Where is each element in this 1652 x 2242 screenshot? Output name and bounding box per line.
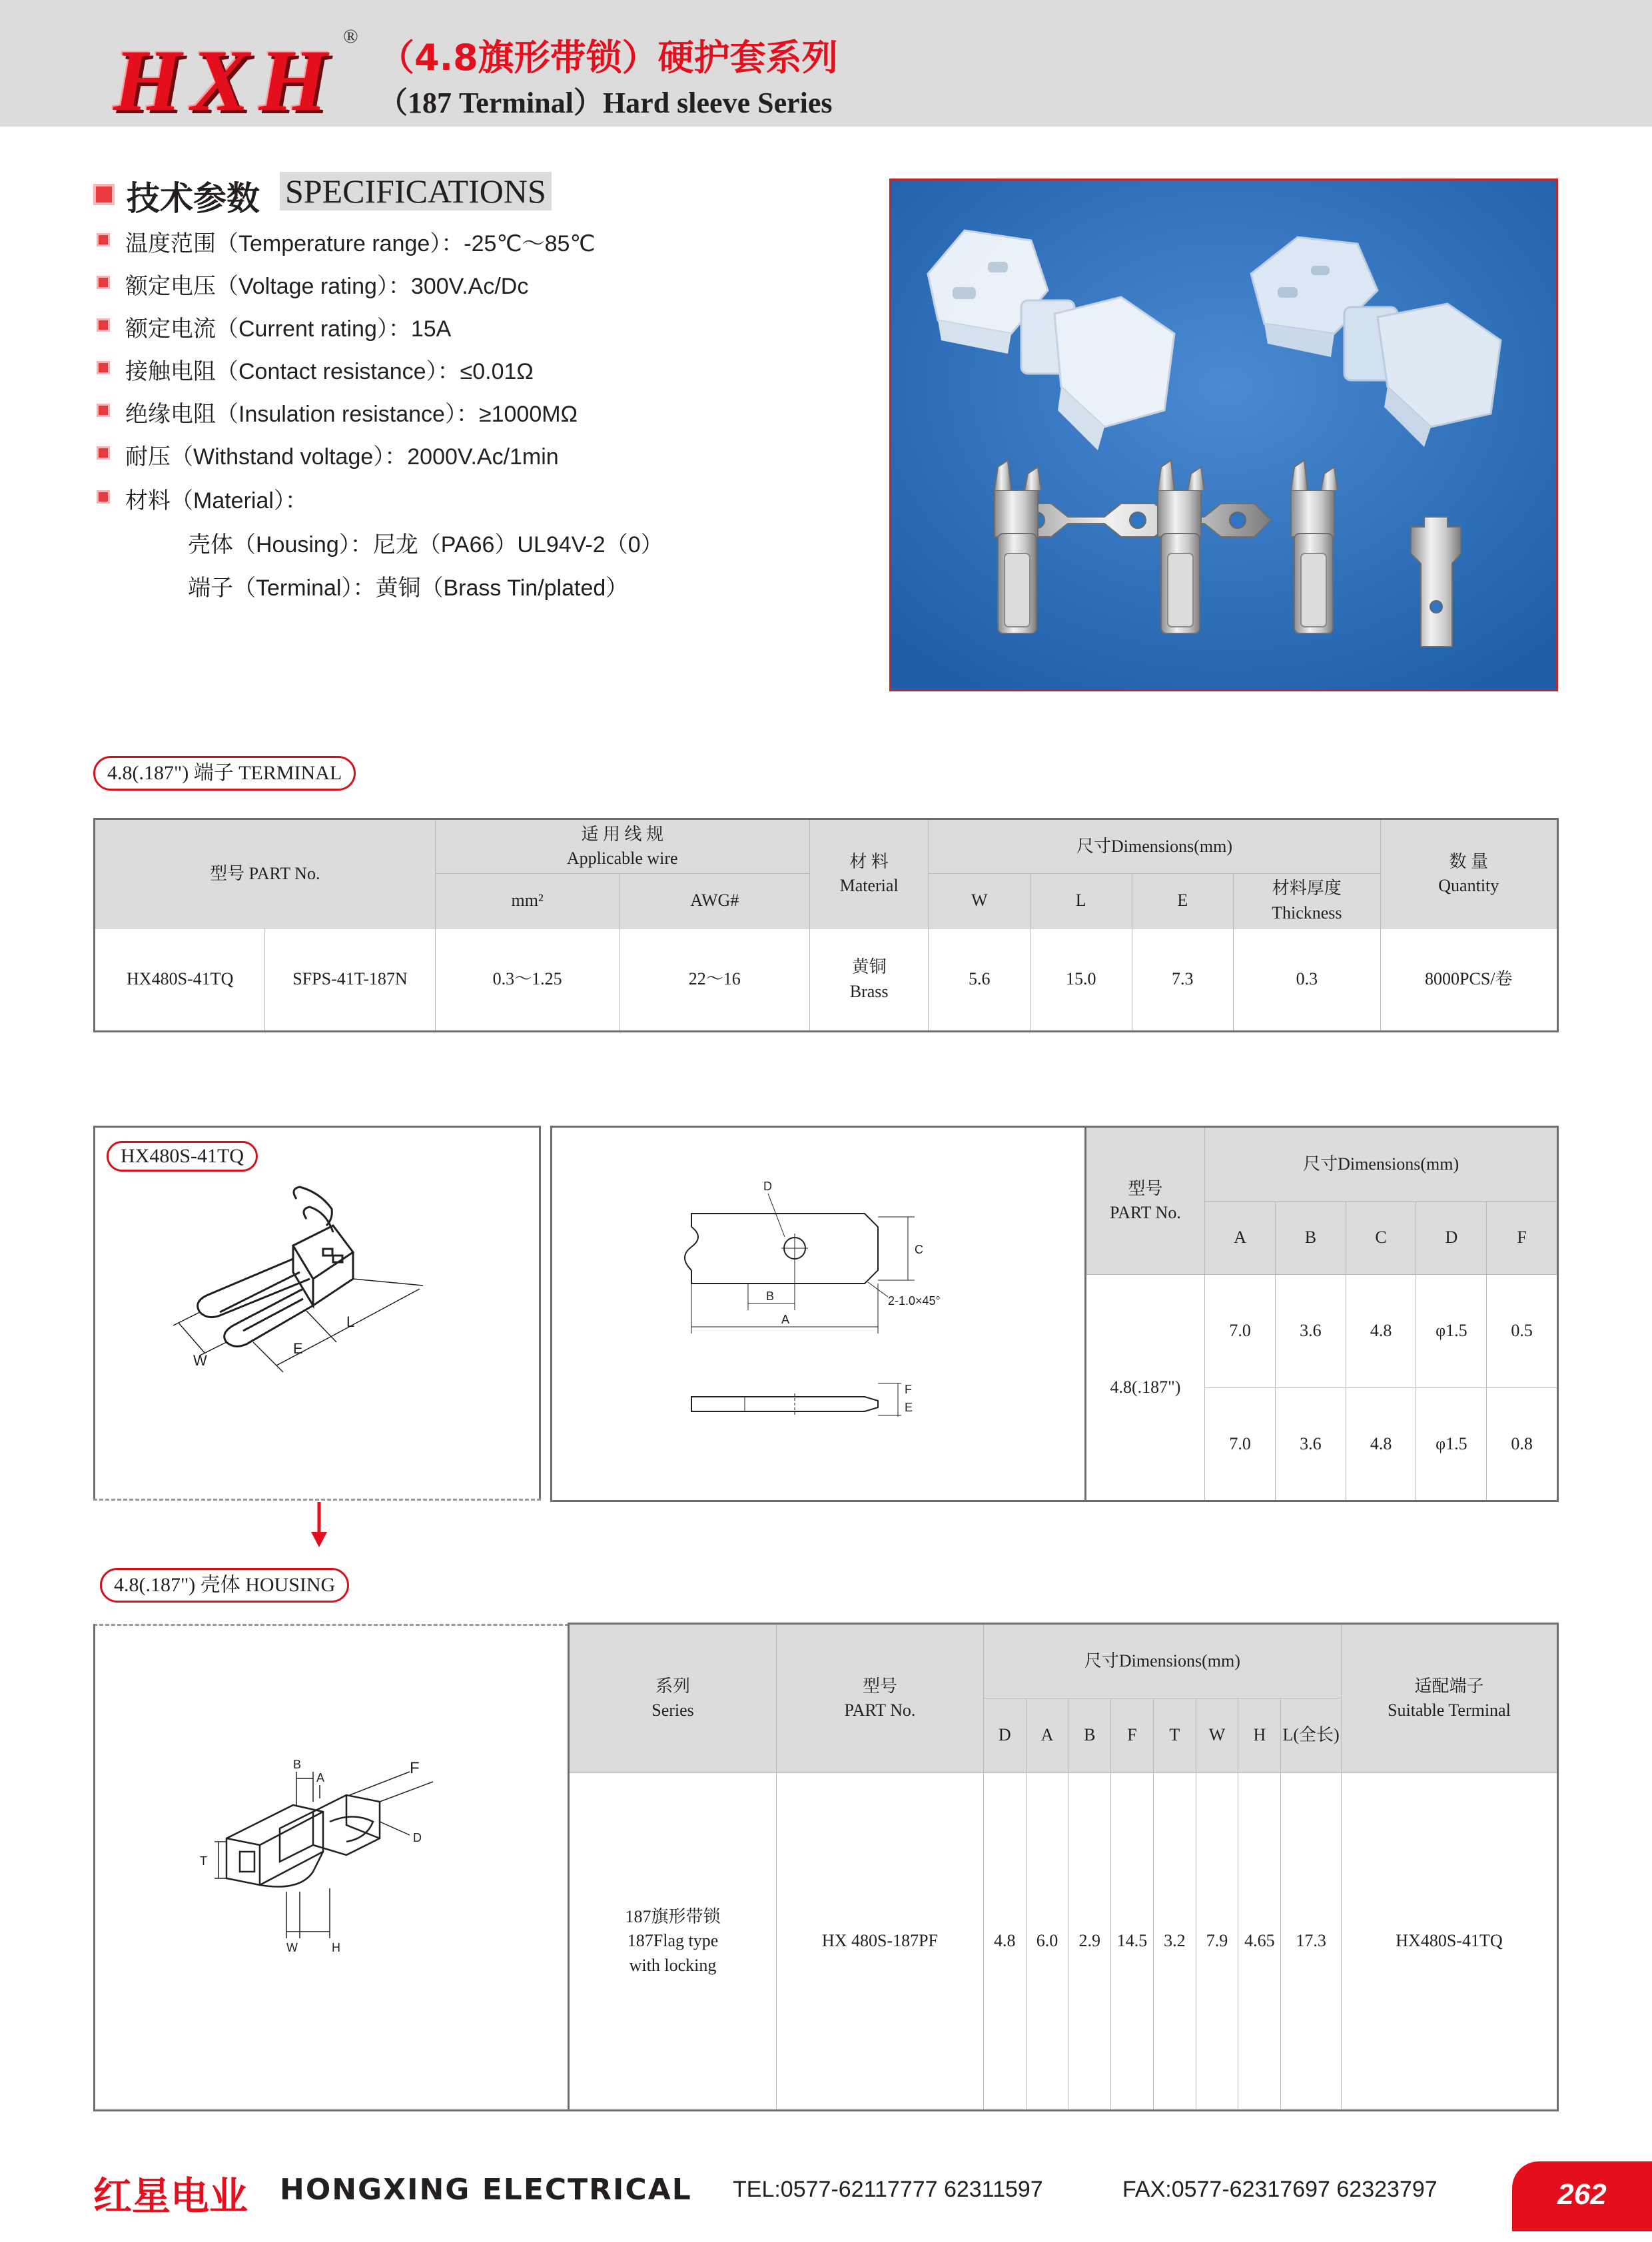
spec-withstand-voltage: 耐压（Withstand voltage）：2000V.Ac/1min [125,444,559,470]
c-cell: 4.8 [1346,1275,1416,1388]
product-photo [889,179,1558,691]
b-header: B [1068,1698,1111,1773]
t-cell: 3.2 [1153,1773,1196,2111]
hxh-logo: HXH [113,31,337,129]
a-cell: 7.0 [1205,1275,1276,1388]
l-header: L(全长) [1281,1698,1342,1773]
series-cn-cell: 187旗形带锁 [625,1906,721,1926]
part-no-alt-cell: SFPS-41T-187N [265,929,435,1032]
bullet-icon [97,276,110,289]
thickness-cell: 0.3 [1234,929,1381,1032]
spec-material: 材料（Material）： [125,488,308,514]
series-en-cell-1: 187Flag type [627,1931,719,1951]
spec-current: 额定电流（Current rating）：15A [125,316,452,342]
page-title-en: （187 Terminal）Hard sleeve Series [378,87,833,119]
f-cell: 0.5 [1487,1275,1558,1388]
suitable-terminal-header [1341,1624,1557,1773]
mm2-header: mm² [435,874,620,929]
h-cell: 4.65 [1238,1773,1281,2111]
housing-section-label: 4.8(.187") 壳体 HOUSING [100,1568,349,1603]
footer-fax: FAX:0577-62317697 62323797 [1122,2177,1438,2202]
t-header: T [1153,1698,1196,1773]
d-header: D [1416,1202,1487,1275]
dim-label-e: E [293,1340,303,1357]
thickness-header-cn: 材料厚度 [1272,879,1342,899]
quantity-header-en: Quantity [1438,876,1499,895]
terminal-spec-table [93,818,1559,1032]
h-header: H [1238,1698,1281,1773]
thickness-header [1234,874,1381,929]
down-arrow-icon [309,1502,329,1549]
f-cell: 14.5 [1111,1773,1154,2111]
part-no-header: 型号 PART No. [95,819,436,929]
tab-drawing-cell [552,1127,1086,1501]
tab-part-header [1085,1127,1205,1275]
c-header: C [1346,1202,1416,1275]
housing-dimensions-header: 尺寸Dimensions(mm) [983,1624,1341,1698]
b-cell: 3.6 [1276,1388,1346,1501]
bullet-icon [97,233,110,246]
d-cell: 4.8 [983,1773,1026,2111]
bullet-icon [97,490,110,504]
company-name-en: HONGXING ELECTRICAL [280,2173,692,2207]
wire-header-cn: 适 用 线 规 [581,824,663,844]
dim-label-h: H [332,1941,340,1954]
dim-label-b: B [293,1758,302,1771]
quantity-cell: 8000PCS/卷 [1380,929,1557,1032]
suitable-header-cn: 适配端子 [1414,1676,1484,1696]
mm2-cell: 0.3～1.25 [435,929,620,1032]
applicable-wire-header [435,819,809,874]
tab-size-cell: 4.8(.187") [1085,1275,1205,1501]
suitable-terminal-cell: HX480S-41TQ [1341,1773,1557,2111]
dim-label-d: D [763,1180,773,1194]
thickness-header-en: Thickness [1272,903,1342,923]
e-header: E [1132,874,1234,929]
awg-cell: 22～16 [620,929,809,1032]
spec-material-terminal: 端子（Terminal）：黄铜（Brass Tin/plated） [188,575,629,601]
page-title-cn: （4.8旗形带锁）硬护套系列 [378,37,838,79]
company-name-cn: 红星电业 [93,2173,248,2219]
dim-label-f: F [905,1383,913,1397]
a-header: A [1205,1202,1276,1275]
quantity-header [1380,819,1557,929]
b-cell: 3.6 [1276,1275,1346,1388]
bullet-icon [97,446,110,460]
material-header-en: Material [839,876,899,895]
dim-label-b: B [766,1290,775,1304]
series-header-en: Series [651,1700,694,1720]
a-cell: 7.0 [1205,1388,1276,1501]
tab-dimension-table [550,1126,1559,1502]
dashed-divider [93,1499,541,1501]
footer-telephone: TEL:0577-62117777 62311597 [733,2177,1043,2202]
bullet-icon [97,404,110,417]
registered-mark: ® [343,25,358,47]
w-cell: 5.6 [929,929,1031,1032]
bullet-icon [97,361,110,374]
terminal-drawing-label: HX480S-41TQ [107,1141,258,1172]
d-cell: φ1.5 [1416,1388,1487,1501]
housing-spec-table [568,1623,1559,2111]
l-header: L [1030,874,1132,929]
spec-contact-resistance: 接触电阻（Contact resistance）：≤0.01Ω [125,359,534,384]
table-row [569,1773,1558,2111]
e-cell: 7.3 [1132,929,1234,1032]
d-header: D [983,1698,1026,1773]
tab-part-header-cn: 型号 [1128,1178,1163,1198]
dimensions-header: 尺寸Dimensions(mm) [929,819,1380,874]
dim-label-t: T [200,1854,207,1868]
housing-part-cell: HX 480S-187PF [777,1773,984,2111]
material-cn-cell: 黄铜 [851,957,887,977]
wire-header-en: Applicable wire [566,849,678,868]
specs-title-cn: 技术参数 [127,179,260,218]
suitable-header-en: Suitable Terminal [1388,1700,1511,1720]
terminal-perspective-drawing [133,1179,506,1405]
dim-label-w: W [193,1352,207,1369]
bullet-icon [97,318,110,332]
dim-label-w: W [286,1941,298,1954]
part-no-cell: HX480S-41TQ [95,929,265,1032]
b-header: B [1276,1202,1346,1275]
housing-part-header-en: PART No. [844,1700,916,1720]
dim-label-f: F [410,1759,420,1777]
specs-title-en: SPECIFICATIONS [280,172,552,210]
material-header-cn: 材 料 [849,851,889,871]
series-header-cn: 系列 [655,1676,691,1696]
w-header: W [929,874,1031,929]
a-header: A [1026,1698,1068,1773]
tab-drawing [678,1164,958,1457]
dim-label-chamfer: 2-1.0×45° [888,1294,941,1308]
awg-header: AWG# [620,874,809,929]
w-header: W [1196,1698,1238,1773]
dim-label-c: C [915,1243,924,1257]
material-cell [809,929,929,1032]
tab-dimensions-header: 尺寸Dimensions(mm) [1205,1127,1558,1202]
f-cell: 0.8 [1487,1388,1558,1501]
f-header: F [1111,1698,1154,1773]
quantity-header-cn: 数 量 [1449,851,1489,871]
housing-part-header [777,1624,984,1773]
d-cell: φ1.5 [1416,1275,1487,1388]
page-number: 262 [1512,2161,1652,2231]
a-cell: 6.0 [1026,1773,1068,2111]
f-header: F [1487,1202,1558,1275]
tab-part-header-en: PART No. [1110,1203,1181,1222]
dim-label-e2: E [905,1401,913,1415]
b-cell: 2.9 [1068,1773,1111,2111]
table-row [95,929,1558,1032]
housing-perspective-drawing [180,1758,473,1972]
l-cell: 15.0 [1030,929,1132,1032]
spec-temperature: 温度范围（Temperature range）：-25℃～85℃ [125,231,596,256]
l-cell: 17.3 [1281,1773,1342,2111]
terminal-section-label: 4.8(.187") 端子 TERMINAL [93,756,356,791]
bullet-icon [93,184,115,205]
material-header [809,819,929,929]
dim-label-l: L [346,1313,355,1330]
spec-material-housing: 壳体（Housing）：尼龙（PA66）UL94V-2（0） [188,532,663,558]
series-en-cell-2: with locking [629,1955,717,1975]
series-cell [569,1773,777,2111]
w-cell: 7.9 [1196,1773,1238,2111]
spec-insulation-resistance: 绝缘电阻（Insulation resistance）：≥1000MΩ [125,402,578,427]
series-header [569,1624,777,1773]
dim-label-d: D [413,1831,422,1844]
spec-voltage: 额定电压（Voltage rating）：300V.Ac/Dc [125,274,529,299]
dim-label-a: A [316,1771,325,1784]
housing-part-header-cn: 型号 [862,1676,897,1696]
material-en-cell: Brass [849,981,889,1001]
dim-label-a: A [781,1313,790,1327]
c-cell: 4.8 [1346,1388,1416,1501]
